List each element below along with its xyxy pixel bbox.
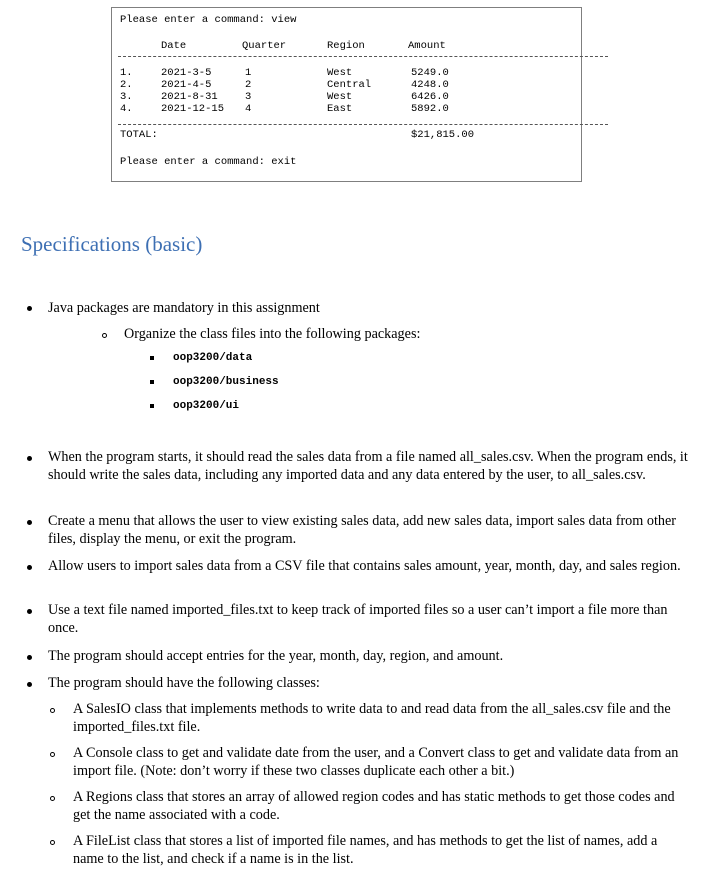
bullet-text: Create a menu that allows the user to view existing sales data, add new sales data, import sales data from other files, display the menu, or exit the program. <box>48 513 676 547</box>
exit-command-line: Please enter a command: exit <box>120 156 297 168</box>
package-item: oop3200/business <box>173 376 279 388</box>
bullet-text: The program should have the following classes: <box>48 675 320 691</box>
view-command-line: Please enter a command: view <box>120 14 297 26</box>
bullet-icon <box>27 565 32 570</box>
package-item: oop3200/data <box>173 352 253 364</box>
bullet-icon <box>27 456 32 461</box>
square-bullet-icon <box>150 380 154 384</box>
circle-bullet-icon <box>50 708 55 713</box>
row-quarter: 2 <box>245 79 252 91</box>
class-description: A Console class to get and validate date from the user, and a Convert class to get and validate data from an import file. (Note: don’t worry if these two classes duplicate each other a bit.) <box>73 745 679 779</box>
header-amount: Amount <box>408 40 446 52</box>
bullet-text: Allow users to import sales data from a CSV file that contains sales amount, year, month, day, and sales region. <box>48 558 681 574</box>
row-amount: 6426.0 <box>411 91 449 103</box>
bullet-icon <box>27 655 32 660</box>
package-item: oop3200/ui <box>173 400 240 412</box>
class-description: A FileList class that stores a list of imported file names, and has methods to get the list of names, add a name to the list, and check if a name is in the list. <box>73 833 658 867</box>
row-date: 2021-3-5 <box>161 67 212 79</box>
row-date: 2021-4-5 <box>161 79 212 91</box>
circle-bullet-icon <box>50 752 55 757</box>
bullet-icon <box>27 520 32 525</box>
row-quarter: 4 <box>245 103 252 115</box>
square-bullet-icon <box>150 356 154 360</box>
bullet-text: Java packages are mandatory in this assignment <box>48 300 320 316</box>
header-region: Region <box>327 40 365 52</box>
header-quarter: Quarter <box>242 40 287 52</box>
row-num: 1. <box>120 67 133 79</box>
circle-bullet-icon <box>50 796 55 801</box>
packages-intro: Organize the class files into the following packages: <box>124 326 421 342</box>
divider <box>118 56 608 57</box>
row-amount: 4248.0 <box>411 79 449 91</box>
row-region: Central <box>327 79 372 91</box>
circle-bullet-icon <box>102 333 107 338</box>
class-description: A SalesIO class that implements methods to write data to and read data from the all_sales.csv file and the imported_files.txt file. <box>73 701 671 735</box>
console-output <box>111 7 582 182</box>
row-amount: 5249.0 <box>411 67 449 79</box>
bullet-icon <box>27 306 32 311</box>
section-heading: Specifications (basic) <box>21 232 203 256</box>
circle-bullet-icon <box>50 840 55 845</box>
header-date: Date <box>161 40 187 52</box>
row-num: 2. <box>120 79 133 91</box>
square-bullet-icon <box>150 404 154 408</box>
row-quarter: 1 <box>245 67 252 79</box>
row-date: 2021-8-31 <box>161 91 218 103</box>
row-num: 3. <box>120 91 133 103</box>
divider <box>118 124 608 125</box>
bullet-text: The program should accept entries for the year, month, day, region, and amount. <box>48 648 504 664</box>
total-label: TOTAL: <box>120 129 158 141</box>
class-description: A Regions class that stores an array of allowed region codes and has static methods to get those codes and get the name associated with a code. <box>73 789 675 823</box>
row-region: West <box>327 67 353 79</box>
row-quarter: 3 <box>245 91 252 103</box>
row-num: 4. <box>120 103 133 115</box>
bullet-text: Use a text file named imported_files.txt to keep track of imported files so a user can’t import a file more than once. <box>48 602 668 636</box>
total-value: $21,815.00 <box>411 129 475 141</box>
row-amount: 5892.0 <box>411 103 449 115</box>
bullet-icon <box>27 609 32 614</box>
row-region: East <box>327 103 353 115</box>
bullet-text: When the program starts, it should read the sales data from a file named all_sales.csv. When the program ends, it should write the sales data, including any imported data and any data entered by the user, to all_sales.csv. <box>48 449 688 483</box>
row-date: 2021-12-15 <box>161 103 225 115</box>
row-region: West <box>327 91 353 103</box>
bullet-icon <box>27 682 32 687</box>
